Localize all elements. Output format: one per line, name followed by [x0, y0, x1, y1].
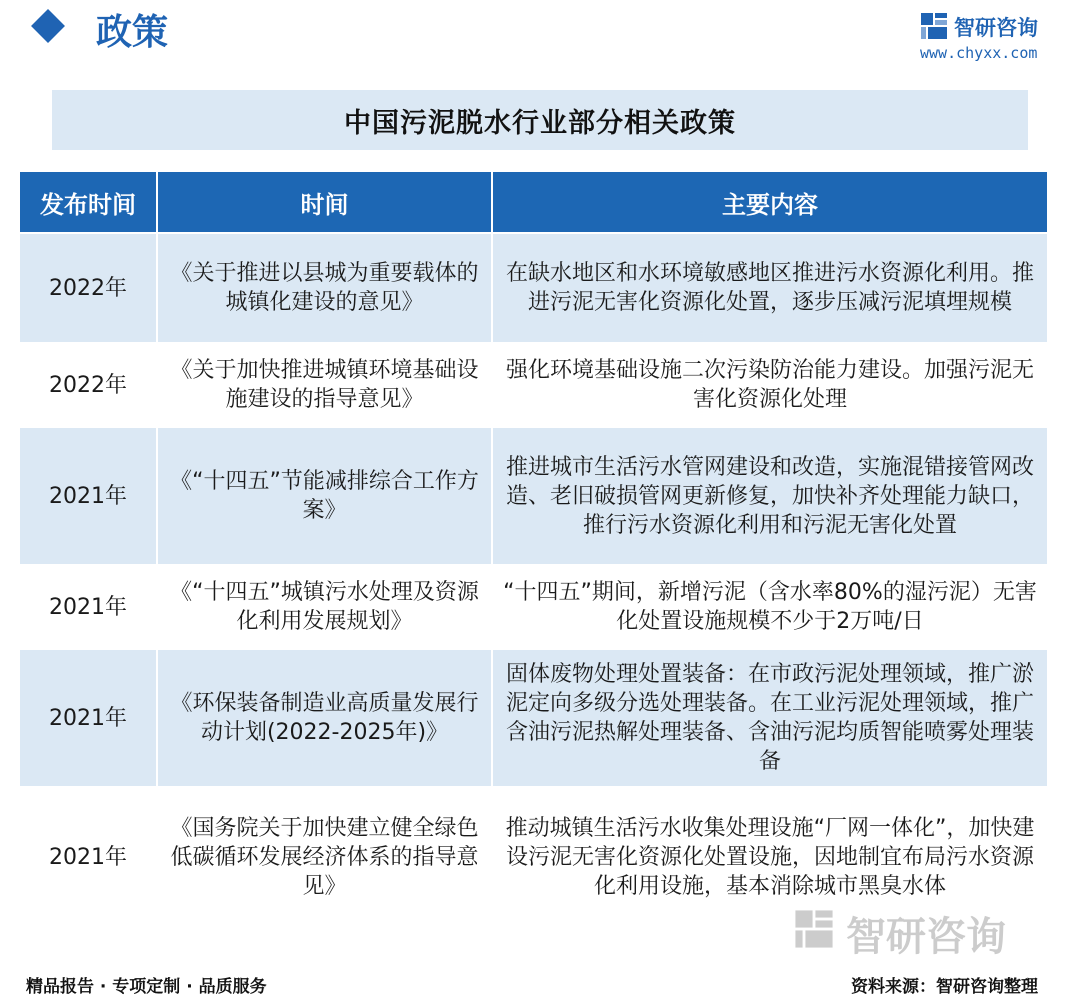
policy-table	[20, 172, 1047, 928]
footer-slogan: 精品报告 · 专项定制 · 品质服务	[26, 977, 267, 997]
date-cell: 2021年	[20, 566, 158, 648]
brand-url: www.chyxx.com	[920, 44, 1038, 62]
table-header-row	[20, 172, 1047, 234]
content-cell: 强化环境基础设施二次污染防治能力建设。加强污泥无害化资源化处理	[505, 358, 1034, 412]
date-cell: 2022年	[20, 344, 158, 426]
watermark-logo-icon	[794, 909, 834, 949]
brand-name: 智研咨询	[954, 16, 1038, 40]
policy-cell: 《国务院关于加快建立健全绿色低碳循环发展经济体系的指导意见》	[158, 788, 493, 926]
policy-cell: 《环保装备制造业高质量发展行动计划(2022-2025年)》	[158, 650, 493, 786]
content-cell: “十四五”期间，新增污泥（含水率80%的湿污泥）无害化处置设施规模不少于2万吨/日	[503, 580, 1037, 634]
table-title-band	[52, 90, 1028, 150]
content-cell: 推动城镇生活污水收集处理设施“厂网一体化”，加快建设污泥无害化资源化处置设施，因地制宜布局污水资源化利用设施，基本消除城市黑臭水体	[505, 815, 1035, 899]
table-row	[20, 428, 1047, 566]
policy-cell: 《关于加快推进城镇环境基础设施建设的指导意见》	[158, 344, 493, 426]
table-row	[20, 344, 1047, 428]
content-cell: 推进城市生活污水管网建设和改造，实施混错接管网改造、老旧破损管网更新修复，加快补齐处理能力缺口，推行污水资源化利用和污泥无害化处置	[505, 454, 1034, 538]
policy-cell: 《“十四五”城镇污水处理及资源化利用发展规划》	[158, 566, 493, 648]
table-row	[20, 234, 1047, 344]
content-cell: 固体废物处理处置装备：在市政污泥处理领域，推广淤泥定向多级分选处理装备。在工业污泥处理领域，推广含油污泥热解处理装备、含油污泥均质智能喷雾处理装备	[505, 662, 1034, 774]
date-cell: 2021年	[20, 650, 158, 786]
table-row	[20, 566, 1047, 650]
table-row	[20, 650, 1047, 788]
table-title: 中国污泥脱水行业部分相关政策	[344, 107, 736, 139]
content-cell: 在缺水地区和水环境敏感地区推进污水资源化利用。推进污泥无害化资源化处置，逐步压减污泥填埋规模	[505, 261, 1034, 315]
diamond-bullet-icon	[31, 9, 65, 43]
footer-source: 资料来源：智研咨询整理	[851, 977, 1038, 997]
date-cell: 2021年	[20, 788, 158, 926]
policy-cell: 《关于推进以县城为重要载体的城镇化建设的意见》	[158, 234, 493, 342]
watermark	[760, 905, 1060, 960]
page-footer	[0, 966, 1080, 1004]
page-header	[0, 0, 1080, 78]
column-header-content: 主要内容	[722, 190, 818, 219]
column-header-date: 发布时间	[20, 172, 158, 232]
column-header-policy: 时间	[158, 172, 493, 232]
section-title: 政策	[96, 11, 169, 53]
brand	[920, 10, 1070, 66]
policy-cell: 《“十四五”节能减排综合工作方案》	[158, 428, 493, 564]
watermark-text: 智研咨询	[846, 914, 1006, 960]
date-cell: 2021年	[20, 428, 158, 564]
date-cell: 2022年	[20, 234, 158, 342]
brand-logo-icon	[920, 12, 948, 40]
